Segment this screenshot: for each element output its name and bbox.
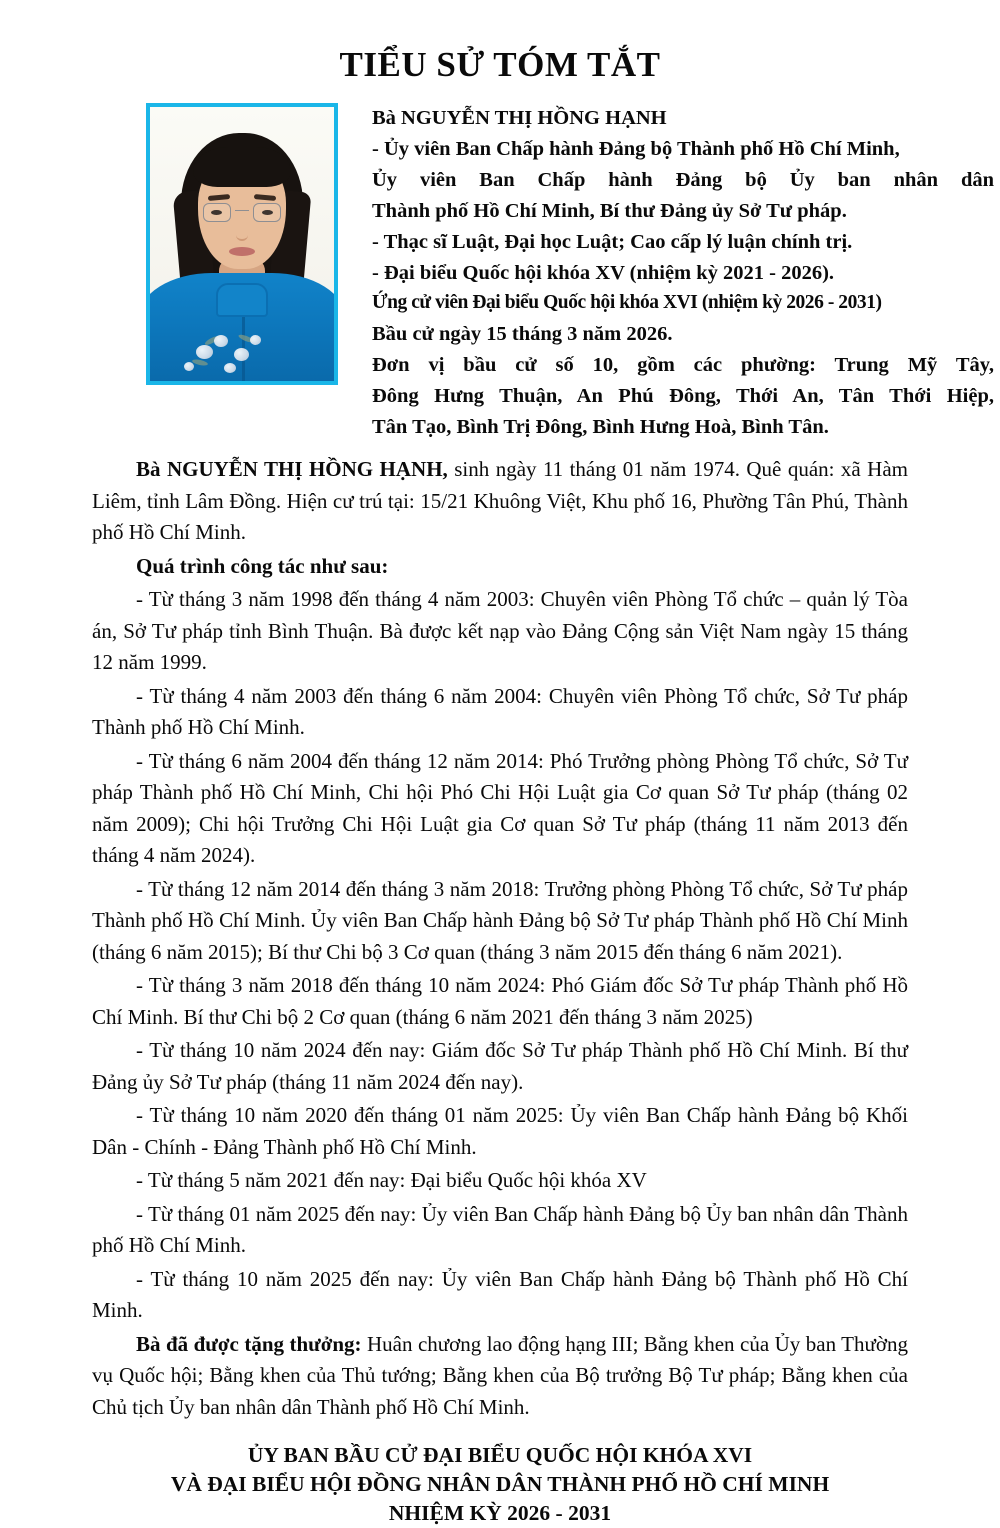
summary-position-line-3: Thành phố Hồ Chí Minh, Bí thư Đảng ủy Sở Tư pháp. bbox=[372, 199, 847, 222]
portrait-nose bbox=[236, 225, 248, 241]
portrait-fringe bbox=[193, 147, 291, 187]
career-entry: - Từ tháng 5 năm 2021 đến nay: Đại biểu Quốc hội khóa XV bbox=[136, 1168, 647, 1193]
document-footer bbox=[0, 1441, 1000, 1527]
portrait-embroidery-leaf bbox=[192, 358, 209, 366]
career-entry: - Từ tháng 4 năm 2003 đến tháng 6 năm 2004: Chuyên viên Phòng Tổ chức, Sở Tư pháp Thành phố Hồ Chí Minh. bbox=[92, 683, 908, 740]
summary-education: - Thạc sĩ Luật, Đại học Luật; Cao cấp lý luận chính trị. bbox=[372, 231, 853, 253]
career-heading: Quá trình công tác như sau: bbox=[136, 553, 389, 578]
portrait-embroidery-flower bbox=[234, 348, 249, 361]
career-entry: - Từ tháng 10 năm 2020 đến tháng 01 năm 2025: Ủy viên Ban Chấp hành Đảng bộ Khối Dân - Chính - Đảng Thành phố Hồ Chí Minh. bbox=[92, 1103, 908, 1159]
summary-candidate-name: Bà NGUYỄN THỊ HỒNG HẠNH bbox=[372, 106, 667, 129]
portrait-embroidery-flower bbox=[196, 345, 213, 359]
footer-line-2: VÀ ĐẠI BIỂU HỘI ĐỒNG NHÂN DÂN THÀNH PHỐ HỒ CHÍ MINH bbox=[170, 1472, 830, 1497]
career-entry: - Từ tháng 01 năm 2025 đến nay: Ủy viên Ban Chấp hành Đảng bộ Ủy ban nhân dân Thành phố Hồ Chí Minh. bbox=[92, 1201, 908, 1258]
awards-label: Bà đã được tặng thưởng: bbox=[136, 1331, 362, 1356]
portrait-illustration bbox=[150, 107, 334, 381]
portrait-glasses-left bbox=[203, 203, 231, 222]
summary-constituency-line-2: Đông Hưng Thuận, An Phú Đông, Thới An, Tân Thới Hiệp, bbox=[372, 385, 994, 408]
header-block bbox=[0, 103, 1000, 443]
career-entry: - Từ tháng 10 năm 2025 đến nay: Ủy viên Ban Chấp hành Đảng bộ Thành phố Hồ Chí Minh. bbox=[92, 1266, 908, 1323]
portrait-embroidery-flower bbox=[250, 335, 261, 345]
summary-position-line-2: Ủy viên Ban Chấp hành Đảng bộ Ủy ban nhân dân bbox=[372, 168, 994, 191]
footer-line-1: ỦY BAN BẦU CỬ ĐẠI BIỂU QUỐC HỘI KHÓA XVI bbox=[247, 1443, 753, 1468]
biography-intro-rest: sinh ngày 11 tháng 01 năm 1974. Quê quán: xã Hàm Liêm, tỉnh Lâm Đồng. Hiện cư trú tại: 15/21 Khuông Việt, Khu phố 16, Phường Tân Phú, Thành phố Hồ Chí Minh. bbox=[92, 457, 908, 545]
awards-text: Huân chương lao động hạng III; Bằng khen của Ủy ban Thường vụ Quốc hội; Bằng khen của Thủ tướng; Bằng khen của Bộ trưởng Bộ Tư pháp; Bằng khen của Chủ tịch Ủy ban nhân dân Thành phố Hồ Chí Minh. bbox=[92, 1331, 908, 1419]
summary-position-line-1: - Ủy viên Ban Chấp hành Đảng bộ Thành phố Hồ Chí Minh, bbox=[372, 137, 900, 160]
biography-intro-name: Bà NGUYỄN THỊ HỒNG HẠNH, bbox=[136, 457, 448, 482]
portrait-ao-dai-placket bbox=[242, 311, 245, 381]
page-title: TIỂU SỬ TÓM TẮT bbox=[339, 45, 661, 84]
footer-line-3: NHIỆM KỲ 2026 - 2031 bbox=[388, 1501, 612, 1525]
summary-deputy-xv: - Đại biểu Quốc hội khóa XV (nhiệm kỳ 2021 - 2026). bbox=[372, 262, 835, 285]
portrait-glasses-bridge bbox=[235, 210, 249, 212]
awards-paragraph bbox=[92, 1329, 908, 1424]
career-entry: - Từ tháng 6 năm 2004 đến tháng 12 năm 2014: Phó Trưởng phòng Phòng Tổ chức, Sở Tư pháp Thành phố Hồ Chí Minh, Chi hội Phó Chi Hội Luật gia Cơ quan Sở Tư pháp (tháng 02 năm 2009); Chi hội Trưởng Chi Hội Luật gia Cơ quan Sở Tư pháp (tháng 11 năm 2013 đến tháng 4 năm 2024). bbox=[92, 748, 908, 868]
biography-body bbox=[92, 454, 908, 1423]
portrait-glasses-right bbox=[253, 203, 281, 222]
summary-constituency-line-3: Tân Tạo, Bình Trị Đông, Bình Hưng Hoà, Bình Tân. bbox=[372, 416, 829, 439]
career-entry: - Từ tháng 3 năm 1998 đến tháng 4 năm 2003: Chuyên viên Phòng Tổ chức – quản lý Tòa án, Sở Tư pháp tỉnh Bình Thuận. Bà được kết nạp vào Đảng Cộng sản Việt Nam ngày 15 tháng 12 năm 1999. bbox=[92, 587, 908, 675]
portrait-mouth bbox=[229, 247, 255, 256]
summary-constituency-line-1: Đơn vị bầu cử số 10, gồm các phường: Trung Mỹ Tây, bbox=[372, 354, 994, 377]
portrait-embroidery-flower bbox=[224, 363, 236, 373]
candidate-summary bbox=[372, 103, 1000, 443]
summary-candidate-xvi: Ứng cử viên Đại biểu Quốc hội khóa XVI (nhiệm kỳ 2026 - 2031) bbox=[372, 292, 882, 314]
biography-intro-paragraph bbox=[92, 454, 908, 549]
career-entry: - Từ tháng 3 năm 2018 đến tháng 10 năm 2024: Phó Giám đốc Sở Tư pháp Thành phố Hồ Chí Minh. Bí thư Chi bộ 2 Cơ quan (tháng 6 năm 2021 đến tháng 3 năm 2025) bbox=[92, 973, 908, 1029]
career-entry: - Từ tháng 12 năm 2014 đến tháng 3 năm 2018: Trưởng phòng Phòng Tổ chức, Sở Tư pháp Thành phố Hồ Chí Minh. Ủy viên Ban Chấp hành Đảng bộ Sở Tư pháp Thành phố Hồ Chí Minh (tháng 6 năm 2015); Bí thư Chi bộ 3 Cơ quan (tháng 3 năm 2015 đến tháng 6 năm 2021). bbox=[92, 876, 908, 964]
summary-election-date: Bầu cử ngày 15 tháng 3 năm 2026. bbox=[372, 322, 673, 345]
candidate-portrait-photo bbox=[146, 103, 338, 385]
career-entry: - Từ tháng 10 năm 2024 đến nay: Giám đốc Sở Tư pháp Thành phố Hồ Chí Minh. Bí thư Đảng ủy Sở Tư pháp (tháng 11 năm 2024 đến nay). bbox=[92, 1038, 908, 1094]
portrait-embroidery-flower bbox=[184, 362, 194, 371]
portrait-embroidery-flower bbox=[214, 335, 228, 347]
portrait-collar bbox=[216, 283, 268, 317]
